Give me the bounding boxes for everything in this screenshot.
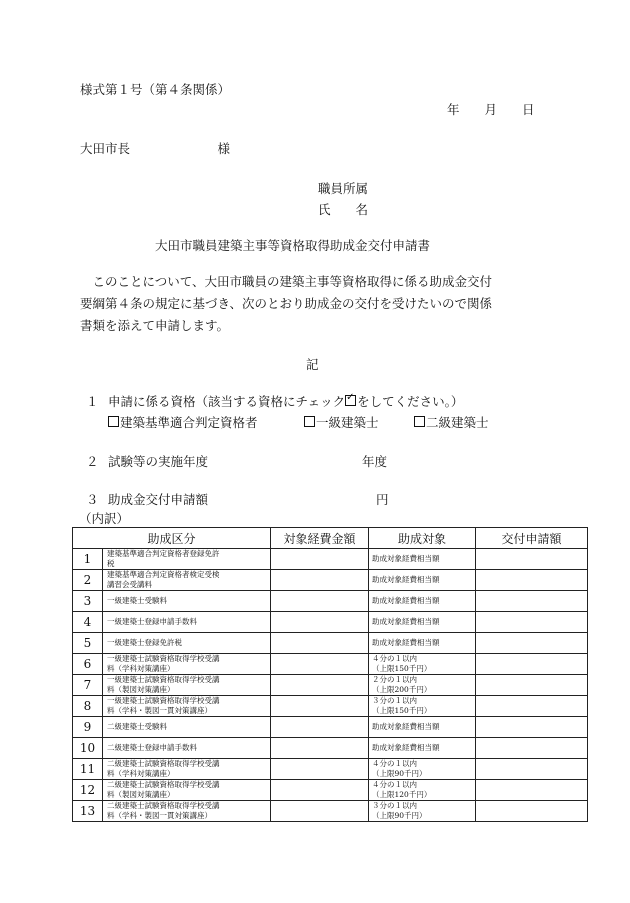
name-label: 氏 名: [318, 202, 369, 217]
expense-amount-cell[interactable]: [271, 654, 369, 675]
check-mark-icon: [345, 395, 356, 406]
row-item: [103, 591, 271, 612]
row-item: [103, 717, 271, 738]
option-second-class[interactable]: [414, 413, 489, 431]
request-amount-cell[interactable]: [476, 780, 588, 801]
checkbox-icon[interactable]: [108, 416, 119, 427]
row-target: [369, 633, 476, 654]
breakdown-table: [72, 527, 588, 822]
row-number: 9: [73, 717, 103, 738]
row-number: 7: [73, 675, 103, 696]
request-amount-cell[interactable]: [476, 738, 588, 759]
row-item: [103, 570, 271, 591]
row-target: [369, 549, 476, 570]
request-amount-cell[interactable]: [476, 717, 588, 738]
row-target: [369, 759, 476, 780]
option-first-class[interactable]: [304, 413, 379, 431]
row-item-line: 二級建築士受験料: [107, 722, 167, 731]
section1-label: [108, 392, 463, 410]
expense-amount-cell[interactable]: [271, 738, 369, 759]
expense-amount-cell[interactable]: [271, 780, 369, 801]
request-amount-cell[interactable]: [476, 633, 588, 654]
table-row: [73, 717, 588, 738]
section2-unit: 年度: [362, 454, 388, 469]
row-number: 11: [73, 759, 103, 780]
row-number: 2: [73, 570, 103, 591]
row-target-line: 助成対象経費相当額: [372, 596, 440, 605]
expense-amount-cell[interactable]: [271, 633, 369, 654]
ki-mark: 記: [306, 357, 319, 372]
body-line: 要綱第４条の規定に基づき、次のとおり助成金の交付を受けたいので関係: [80, 296, 493, 311]
row-target-line: ４分の１以内: [372, 759, 418, 768]
option-label: 建築基準適合判定資格者: [120, 415, 258, 430]
section1-number: １: [86, 394, 99, 409]
row-target: [369, 717, 476, 738]
request-amount-cell[interactable]: [476, 801, 588, 822]
row-target-line: （上限200千円）: [372, 685, 432, 694]
table-row: [73, 801, 588, 822]
row-target-line: ３分の１以内: [372, 696, 418, 705]
table-row: [73, 696, 588, 717]
row-item-line: 一級建築士登録免許税: [107, 638, 182, 647]
request-amount-cell[interactable]: [476, 759, 588, 780]
expense-amount-cell[interactable]: [271, 801, 369, 822]
row-target: [369, 696, 476, 717]
row-item-line: 一級建築士受験料: [107, 596, 167, 605]
section3-unit: 円: [376, 492, 389, 507]
row-item-line: 二級建築士試験資格取得学校受講: [107, 759, 220, 768]
row-target-line: ４分の１以内: [372, 780, 418, 789]
row-number: 4: [73, 612, 103, 633]
row-number: 13: [73, 801, 103, 822]
document-title: 大田市職員建築主事等資格取得助成金交付申請書: [155, 238, 431, 253]
expense-amount-cell[interactable]: [271, 675, 369, 696]
request-amount-cell[interactable]: [476, 570, 588, 591]
row-item-line: 料（学科対策講座）: [107, 769, 175, 778]
row-target-line: （上限90千円）: [372, 811, 427, 820]
row-target: [369, 780, 476, 801]
header-request: 交付申請額: [476, 528, 588, 549]
checkbox-icon[interactable]: [304, 416, 315, 427]
table-row: [73, 633, 588, 654]
row-target-line: ４分の１以内: [372, 654, 418, 663]
row-target-line: 助成対象経費相当額: [372, 617, 440, 626]
request-amount-cell[interactable]: [476, 612, 588, 633]
expense-amount-cell[interactable]: [271, 570, 369, 591]
expense-amount-cell[interactable]: [271, 591, 369, 612]
row-item: [103, 780, 271, 801]
row-target-line: （上限150千円）: [372, 706, 432, 715]
row-target-line: （上限150千円）: [372, 664, 432, 673]
body-paragraph: [80, 271, 492, 337]
form-number: 様式第１号（第４条関係）: [80, 82, 231, 97]
row-target: [369, 570, 476, 591]
row-item-line: 二級建築士試験資格取得学校受講: [107, 780, 220, 789]
row-target-line: ３分の１以内: [372, 801, 418, 810]
table-header-row: [73, 528, 588, 549]
date-line: 年 月 日: [447, 102, 535, 117]
section2-number: ２: [86, 454, 99, 469]
row-item-line: 料（製図対策講座）: [107, 685, 175, 694]
row-target: [369, 801, 476, 822]
row-item: [103, 696, 271, 717]
row-number: 5: [73, 633, 103, 654]
row-item-line: 一級建築士試験資格取得学校受講: [107, 675, 220, 684]
request-amount-cell[interactable]: [476, 549, 588, 570]
body-line: 書類を添えて申請します。: [80, 318, 230, 333]
row-item-line: 二級建築士試験資格取得学校受講: [107, 801, 220, 810]
row-number: 1: [73, 549, 103, 570]
request-amount-cell[interactable]: [476, 675, 588, 696]
request-amount-cell[interactable]: [476, 654, 588, 675]
option-label: 一級建築士: [316, 415, 379, 430]
table-row: [73, 591, 588, 612]
expense-amount-cell[interactable]: [271, 696, 369, 717]
row-target: [369, 675, 476, 696]
option-building-standards[interactable]: [108, 413, 258, 431]
section2-label: 試験等の実施年度: [108, 454, 209, 469]
row-item: [103, 549, 271, 570]
row-item-line: 一級建築士試験資格取得学校受講: [107, 696, 220, 705]
expense-amount-cell[interactable]: [271, 759, 369, 780]
row-item: [103, 759, 271, 780]
row-item-line: 建築基準適合判定資格者検定受検: [107, 570, 220, 579]
row-item-line: 一級建築士試験資格取得学校受講: [107, 654, 220, 663]
row-number: 8: [73, 696, 103, 717]
table-row: [73, 612, 588, 633]
row-item-line: 料（学科・製図一貫対策講座）: [107, 811, 212, 820]
row-target-line: 助成対象経費相当額: [372, 722, 440, 731]
row-target: [369, 591, 476, 612]
section1-label-text: 申請に係る資格（該当する資格にチェック: [108, 394, 346, 409]
table-row: [73, 675, 588, 696]
row-target-line: （上限90千円）: [372, 769, 427, 778]
row-number: 10: [73, 738, 103, 759]
option-label: 二級建築士: [426, 415, 489, 430]
expense-amount-cell[interactable]: [271, 717, 369, 738]
row-target-line: 助成対象経費相当額: [372, 638, 440, 647]
table-row: [73, 654, 588, 675]
row-target-line: 助成対象経費相当額: [372, 743, 440, 752]
row-item-line: 料（製図対策講座）: [107, 790, 175, 799]
row-target-line: （上限120千円）: [372, 790, 432, 799]
expense-amount-cell[interactable]: [271, 549, 369, 570]
request-amount-cell[interactable]: [476, 696, 588, 717]
breakdown-label: （内訳）: [79, 511, 130, 526]
row-item-line: 講習会受講料: [107, 580, 152, 589]
section3-label: 助成金交付申請額: [108, 492, 209, 507]
header-expense: 対象経費金額: [271, 528, 369, 549]
section3-number: ３: [86, 492, 99, 507]
row-item: [103, 654, 271, 675]
row-target-line: ２分の１以内: [372, 675, 418, 684]
table-row: [73, 570, 588, 591]
row-item-line: 二級建築士登録申請手数料: [107, 743, 197, 752]
row-item: [103, 675, 271, 696]
row-number: 6: [73, 654, 103, 675]
table-row: [73, 549, 588, 570]
table-row: [73, 759, 588, 780]
body-line: このことについて、大田市職員の建築主事等資格取得に係る助成金交付: [80, 274, 493, 289]
row-item: [103, 633, 271, 654]
row-item-line: 一級建築士登録申請手数料: [107, 617, 197, 626]
table-row: [73, 738, 588, 759]
row-item: [103, 801, 271, 822]
row-target: [369, 654, 476, 675]
row-target: [369, 612, 476, 633]
header-target: 助成対象: [369, 528, 476, 549]
checkbox-icon[interactable]: [414, 416, 425, 427]
row-target-line: 助成対象経費相当額: [372, 554, 440, 563]
row-item-line: 料（学科対策講座）: [107, 664, 175, 673]
header-category: 助成区分: [73, 528, 271, 549]
row-item: [103, 612, 271, 633]
row-item-line: 料（学科・製図一貫対策講座）: [107, 706, 212, 715]
row-number: 12: [73, 780, 103, 801]
affiliation-label: 職員所属: [318, 181, 369, 196]
row-target: [369, 738, 476, 759]
expense-amount-cell[interactable]: [271, 612, 369, 633]
addressee: 大田市長 様: [80, 141, 231, 156]
row-number: 3: [73, 591, 103, 612]
row-item: [103, 738, 271, 759]
section1-label-tail: をしてください。）: [357, 394, 464, 409]
row-target-line: 助成対象経費相当額: [372, 575, 440, 584]
request-amount-cell[interactable]: [476, 591, 588, 612]
table-row: [73, 780, 588, 801]
row-item-line: 税: [107, 559, 115, 568]
row-item-line: 建築基準適合判定資格者登録免許: [107, 549, 220, 558]
